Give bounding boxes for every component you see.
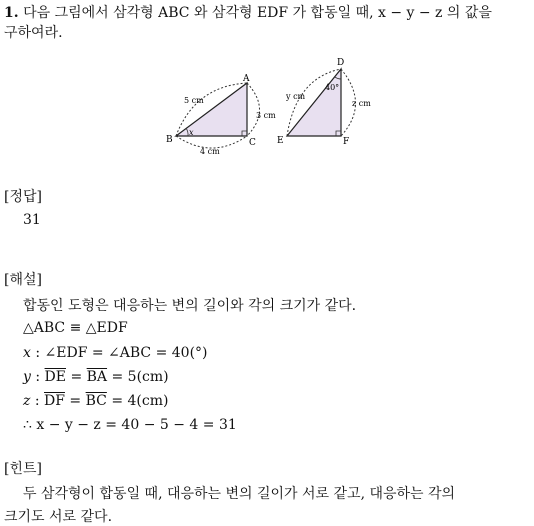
- explanation-line-6: ∴ x − y − z = 40 − 5 − 4 = 31: [23, 417, 237, 433]
- sep-5: :: [30, 393, 45, 409]
- var-y: y: [23, 369, 31, 385]
- segment-ba: $\overline{BA}$: [86, 369, 108, 385]
- label-side-bc: 4 cm: [200, 147, 220, 156]
- label-c: C: [249, 138, 256, 148]
- question-number: 1.: [4, 5, 19, 21]
- label-b: B: [166, 135, 173, 145]
- label-f: F: [343, 137, 350, 147]
- label-e: E: [277, 136, 284, 146]
- explanation-line-3-text: : ∠EDF = ∠ABC = 40(°): [30, 345, 208, 361]
- label-side-ba: 5 cm: [184, 96, 204, 105]
- sep-4: :: [30, 369, 45, 385]
- explanation-line-5: [23, 393, 168, 409]
- label-angle-40: 40°: [325, 83, 340, 92]
- segment-df: $\overline{DF}$: [44, 393, 65, 409]
- eq-4: =: [66, 369, 87, 385]
- label-side-ed: y cm: [286, 92, 306, 101]
- arc-ac: [247, 83, 260, 136]
- eq-5: =: [64, 393, 86, 409]
- label-angle-x: x: [189, 128, 194, 137]
- question-text-1: 다음 그림에서 삼각형 ABC 와 삼각형 EDF 가 합동일 때, x − y − z 의 값을: [23, 5, 492, 21]
- explanation-line-3: [23, 345, 208, 361]
- hint-line-2: 크기도 서로 같다.: [4, 509, 113, 525]
- var-x: x: [23, 345, 31, 361]
- explanation-line-2: △ABC ≡ △EDF: [23, 320, 128, 336]
- label-side-ac: 3 cm: [256, 111, 276, 120]
- segment-bc: $\overline{BC}$: [85, 393, 107, 409]
- hint-line-1: 두 삼각형이 합동일 때, 대응하는 변의 길이가 서로 같고, 대응하는 각의: [23, 486, 456, 502]
- triangle-edf: [287, 69, 341, 136]
- question-text-2: 구하여라.: [4, 25, 63, 41]
- answer-header: [정답]: [4, 189, 42, 205]
- explanation-header: [해설]: [4, 272, 42, 288]
- label-d: D: [337, 58, 345, 68]
- question-line-1: [4, 2, 492, 22]
- hint-header: [힌트]: [4, 461, 42, 477]
- explanation-line-4: [23, 369, 169, 385]
- label-a: A: [243, 74, 250, 84]
- triangle-figure: [0, 56, 534, 166]
- segment-de: $\overline{DE}$: [44, 369, 66, 385]
- label-side-df: z cm: [352, 99, 371, 108]
- triangle-abc: [176, 83, 247, 136]
- var-z: z: [23, 393, 31, 409]
- answer-value: 31: [23, 212, 41, 228]
- tail-4: = 5(cm): [107, 369, 169, 385]
- explanation-line-1: 합동인 도형은 대응하는 변의 길이와 각의 크기가 같다.: [23, 298, 357, 314]
- tail-5: = 4(cm): [106, 393, 169, 409]
